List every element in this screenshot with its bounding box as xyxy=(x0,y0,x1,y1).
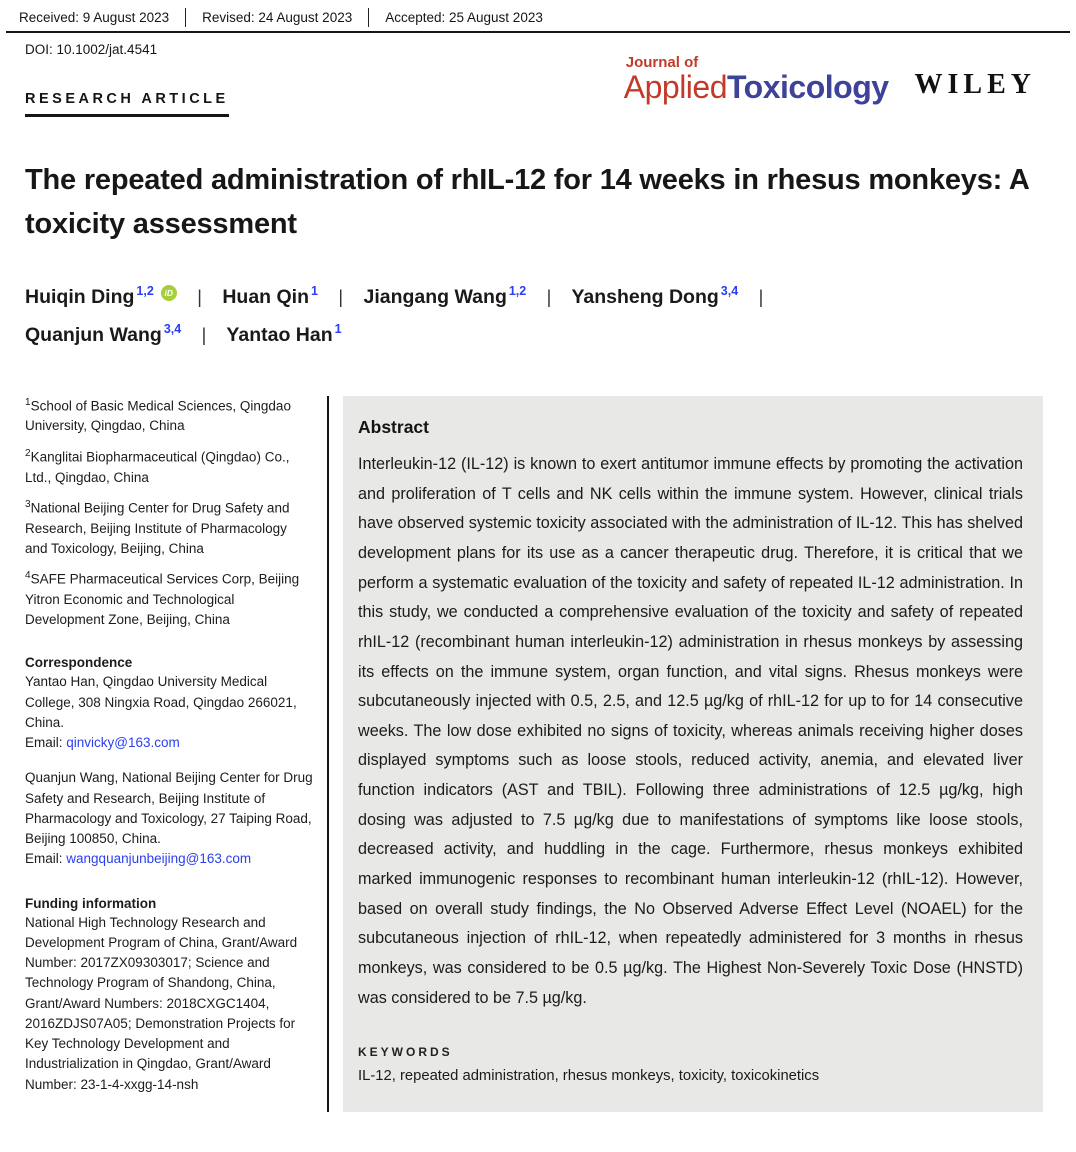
author-name: Yansheng Dong xyxy=(571,286,719,308)
correspondence-heading: Correspondence xyxy=(25,655,133,671)
received-revised-accepted-bar xyxy=(6,5,1070,33)
affiliation-number: 1 xyxy=(25,397,31,409)
received-date: Received: 9 August 2023 xyxy=(19,8,186,27)
affiliation-text: SAFE Pharmaceutical Services Corp, Beijing Yitron Economic and Technological Development Zone, Beijing, China xyxy=(25,571,300,627)
column-divider xyxy=(327,396,329,1112)
affiliation xyxy=(25,498,313,558)
doi: DOI: 10.1002/jat.4541 xyxy=(25,42,158,57)
affiliation xyxy=(25,396,313,436)
journal-of-label: Journal of xyxy=(625,54,699,71)
author-separator: | xyxy=(201,325,207,346)
affiliation xyxy=(25,447,313,487)
author-separator: | xyxy=(758,287,764,307)
journal-brand xyxy=(624,55,1036,103)
affiliation-text: National Beijing Center for Drug Safety and Research, Beijing Institute of Pharmacology and Toxicology, Beijing, China xyxy=(25,500,290,556)
author-superscript: 1,2 xyxy=(508,284,527,298)
author-superscript: 1 xyxy=(311,284,318,298)
author-name: Huiqin Ding xyxy=(25,286,135,308)
email-label: Email: xyxy=(25,735,63,751)
author-separator: | xyxy=(338,287,344,307)
abstract-panel xyxy=(343,396,1043,1112)
abstract-text: Interleukin-12 (IL-12) is known to exert antitumor immune effects by promoting the activation and proliferation of T cells and NK cells within the immune system. However, clinical trials have observed systemic toxicity associated with the administration of IL-12. This has shelved development plans for its use as a cancer therapeutic drug. Therefore, it is critical that we perform a systematic evaluation of the toxicity and safety of repeated IL-12 administration. In this study, we conducted a comprehensive evaluation of the toxicity and safety of repeated rhIL-12 (recombinant human interleukin-12) administration in rhesus monkeys by assessing its effects on the immune system, organ function, and vital signs. Rhesus monkeys were subcutaneously injected with 0.5, 2.5, and 12.5 µg/kg of rhIL-12 for up to for 14 consecutive weeks. The low dose exhibited no signs of toxicity, whereas animals receiving higher doses displayed symptoms such as loose stools, reduced activity, anemia, and elevated liver function indicators (AST and TBIL). Following three administrations of 12.5 µg/kg, high dosing was adjusted to 7.5 µg/kg due to manifestations of symptoms like loose stools, decreased activity, and huddling in the cage. Furthermore, rhesus monkeys exhibited marked immunogenic responses to recombinant human interleukin-12 (rhIL-12). However, based on overall study findings, the No Observed Adverse Effect Level (NOAEL) for the subcutaneous injection of rhIL-12, when repeatedly administered for 3 months in rhesus monkeys, was considered to be 0.5 µg/kg. The Highest Non-Severely Toxic Dose (HNSTD) was considered to be 7.5 µg/kg. xyxy=(358,455,1023,1007)
article-info-column xyxy=(25,396,313,1112)
author-name: Quanjun Wang xyxy=(25,324,162,347)
author-list xyxy=(25,278,1048,354)
author-name: Yantao Han xyxy=(226,324,333,347)
funding-heading: Funding information xyxy=(25,895,157,911)
author-superscript: 3,4 xyxy=(163,322,182,337)
author-superscript: 3,4 xyxy=(720,284,739,298)
accepted-date: Accepted: 25 August 2023 xyxy=(385,10,543,25)
author-name: Huan Qin xyxy=(222,286,309,308)
author-superscript: 1 xyxy=(334,322,342,337)
affiliation-number: 2 xyxy=(25,448,31,460)
article-type-label: RESEARCH ARTICLE xyxy=(25,91,229,117)
toxicology-wordmark: Toxicology xyxy=(727,69,889,105)
article-title: The repeated administration of rhIL-12 for 14 weeks in rhesus monkeys: A toxicity assessment xyxy=(25,164,1029,240)
author-separator: | xyxy=(197,287,202,307)
affiliation-number: 4 xyxy=(25,570,31,582)
applied-toxicology-logo xyxy=(624,55,889,103)
email-label: Email: xyxy=(25,851,63,867)
email-link[interactable]: qinvicky@163.com xyxy=(66,735,180,751)
email-link[interactable]: wangquanjunbeijing@163.com xyxy=(66,851,252,867)
article-info-and-abstract xyxy=(25,396,1048,1112)
correspondence-entry xyxy=(25,672,313,753)
affiliation xyxy=(25,569,313,629)
keywords-heading: KEYWORDS xyxy=(358,1045,453,1060)
funding-text: National High Technology Research and Development Program of China, Grant/Award Number: 2017ZX09303017; Science and Technology Program of Shandong, China, Grant/Award Numbers: 2018CXGC1404, 2016ZDJS07A05; Demonstration Projects for Key Technology Development and Industrialization in Qingdao, Grant/Award Number: 23-1-4-xxgg-14-nsh xyxy=(25,914,298,1092)
orcid-icon[interactable]: iD xyxy=(161,285,177,301)
wiley-logo: WILEY xyxy=(914,69,1036,100)
affiliation-number: 3 xyxy=(25,499,31,511)
abstract-heading: Abstract xyxy=(358,417,429,438)
correspondence-entry xyxy=(25,768,313,869)
correspondence-text: Yantao Han, Qingdao University Medical College, 308 Ningxia Road, Qingdao 266021, China. xyxy=(25,674,297,730)
affiliation-text: Kanglitai Biopharmaceutical (Qingdao) Co., Ltd., Qingdao, China xyxy=(25,449,290,485)
correspondence-text: Quanjun Wang, National Beijing Center for Drug Safety and Research, Beijing Institute of Pharmacology and Toxicology, 27 Taiping Road, Beijing 100850, China. xyxy=(25,770,313,847)
author-separator: | xyxy=(546,287,552,307)
revised-date: Revised: 24 August 2023 xyxy=(186,8,369,27)
author-superscript: 1,2 xyxy=(136,284,154,298)
keywords-text: IL-12, repeated administration, rhesus monkeys, toxicity, toxicokinetics xyxy=(358,1068,820,1085)
author-name: Jiangang Wang xyxy=(363,286,507,308)
applied-wordmark: Applied xyxy=(623,69,727,105)
affiliation-text: School of Basic Medical Sciences, Qingdao University, Qingdao, China xyxy=(25,398,291,434)
